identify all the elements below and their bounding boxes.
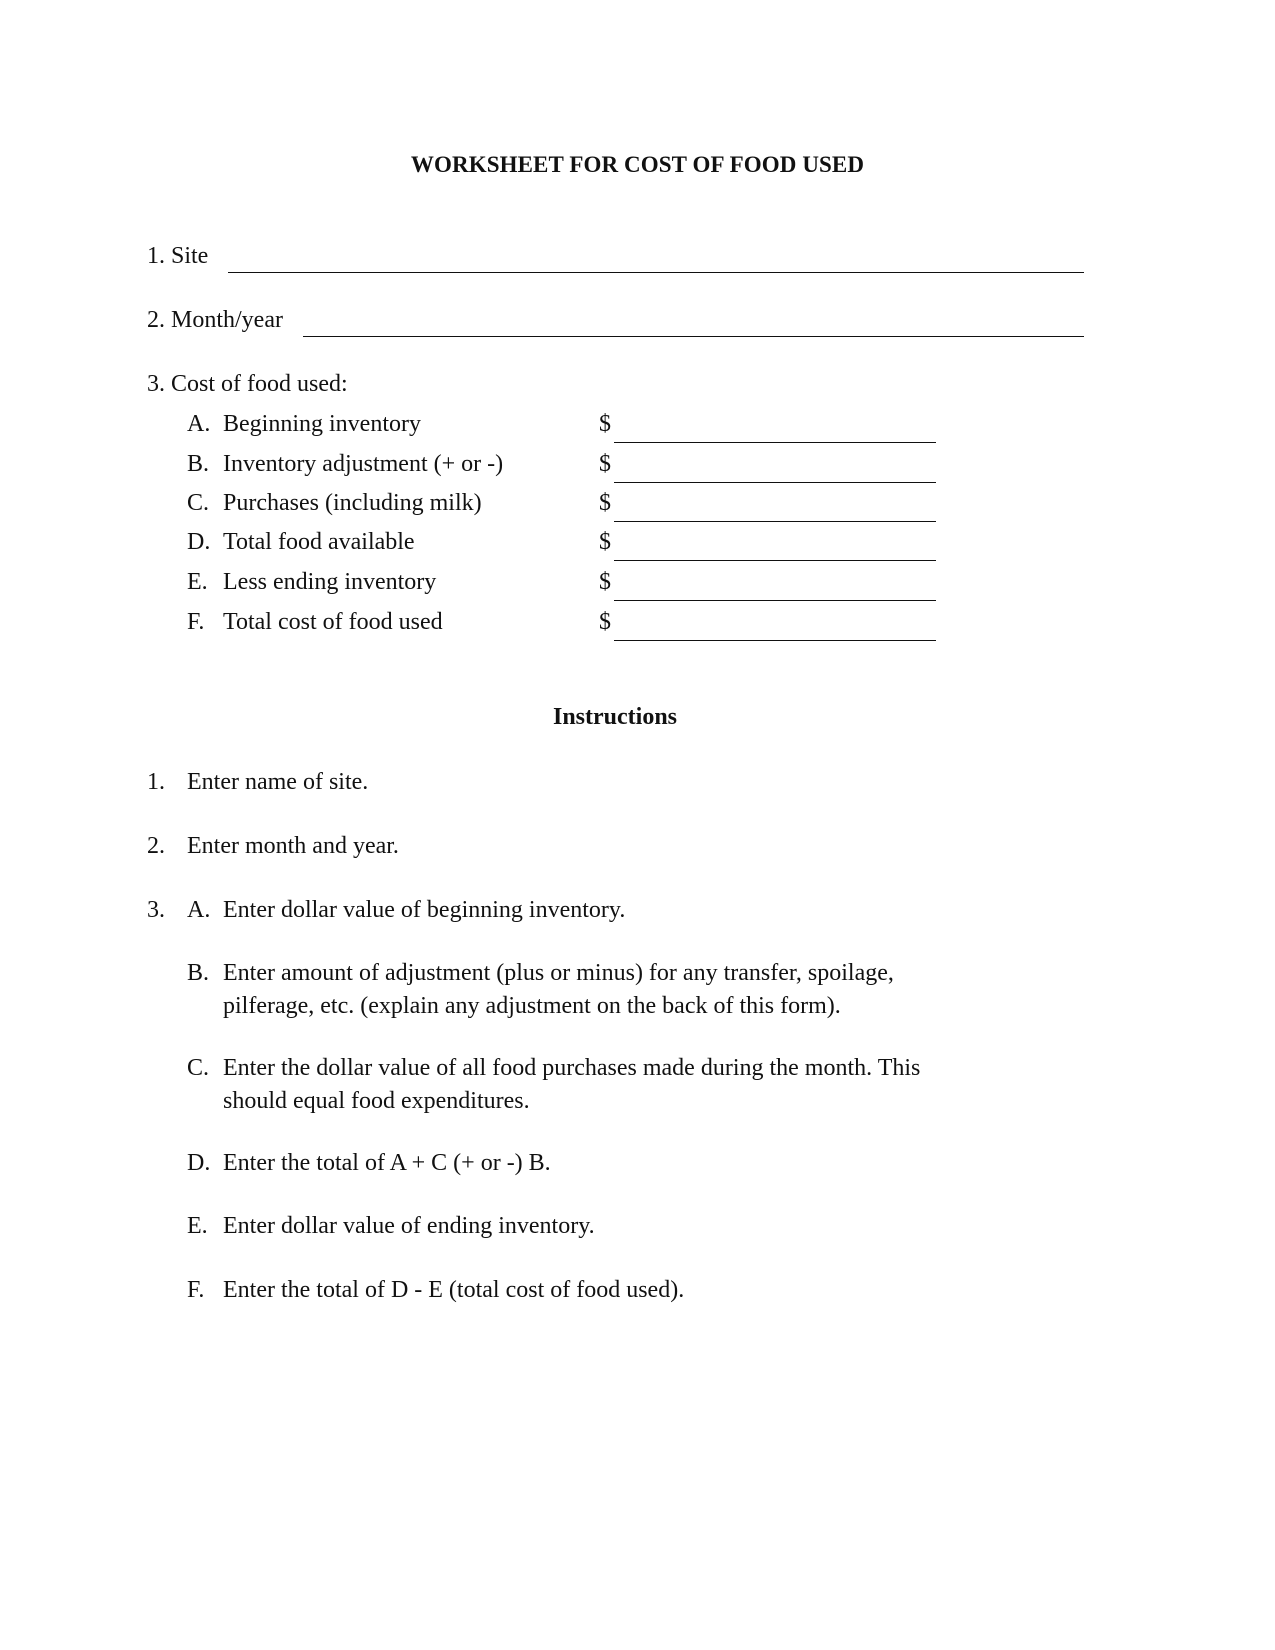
instruction-text: Enter the dollar value of all food purchases made during the month. This (223, 1055, 921, 1081)
instruction-text: should equal food expenditures. (223, 1088, 530, 1114)
row-letter: C. (187, 490, 210, 516)
row-letter: F. (187, 609, 205, 635)
cost-row-total-cost-of-food (187, 609, 443, 636)
row-letter: D. (187, 529, 211, 555)
page-title: WORKSHEET FOR COST OF FOOD USED (410, 152, 865, 177)
dollar-sign: $ (599, 451, 611, 477)
instruction-number: 2. (147, 833, 165, 859)
dollar-sign: $ (599, 490, 611, 516)
cost-row-beginning-inventory (187, 411, 421, 438)
row-letter: E. (187, 569, 208, 595)
cost-row-less-ending-inventory (187, 569, 436, 596)
instructions-heading: Instructions (552, 704, 678, 730)
row-label: Total food available (223, 529, 415, 555)
instruction-text: Enter dollar value of ending inventory. (223, 1213, 595, 1239)
row-label: Purchases (including milk) (223, 490, 482, 516)
dollar-sign: $ (599, 609, 611, 635)
instruction-text: Enter amount of adjustment (plus or minus) for any transfer, spoilage, (223, 960, 894, 986)
row-label: Beginning inventory (223, 411, 421, 437)
row-label: Less ending inventory (223, 569, 437, 595)
instruction-text: Enter name of site. (187, 769, 369, 795)
instruction-letter: C. (187, 1055, 210, 1081)
instruction-text: Enter month and year. (187, 833, 399, 859)
site-field[interactable] (228, 272, 1084, 273)
instruction-text: Enter the total of A + C (+ or -) B. (223, 1150, 551, 1176)
instruction-text: pilferage, etc. (explain any adjustment on the back of this form). (223, 993, 841, 1019)
purchases-field[interactable] (614, 521, 936, 522)
instruction-number: 3. (147, 897, 165, 923)
row-label: Total cost of food used (223, 609, 443, 635)
month-year-field[interactable] (303, 336, 1084, 337)
row-letter: A. (187, 411, 211, 437)
instruction-number: 1. (147, 769, 165, 795)
row-label: Inventory adjustment (+ or -) (223, 451, 504, 477)
cost-heading: 3. Cost of food used: (147, 371, 348, 397)
dollar-sign: $ (599, 529, 611, 555)
beginning-inventory-field[interactable] (614, 442, 936, 443)
instruction-letter: B. (187, 960, 210, 986)
instruction-text: Enter the total of D - E (total cost of food used). (223, 1277, 685, 1303)
dollar-sign: $ (599, 411, 611, 437)
total-food-available-field[interactable] (614, 560, 936, 561)
cost-row-total-food-available (187, 529, 415, 556)
cost-row-purchases (187, 490, 482, 517)
instruction-letter: A. (187, 897, 211, 923)
dollar-sign: $ (599, 569, 611, 595)
row-letter: B. (187, 451, 210, 477)
instruction-letter: E. (187, 1213, 208, 1239)
ending-inventory-field[interactable] (614, 600, 936, 601)
inventory-adjustment-field[interactable] (614, 482, 936, 483)
cost-row-inventory-adjustment (187, 451, 503, 478)
instruction-text: Enter dollar value of beginning inventory. (223, 897, 626, 923)
month-year-label: 2. Month/year (147, 307, 283, 333)
site-label: 1. Site (147, 243, 209, 269)
instruction-letter: F. (187, 1277, 205, 1303)
total-cost-field[interactable] (614, 640, 936, 641)
instruction-letter: D. (187, 1150, 211, 1176)
